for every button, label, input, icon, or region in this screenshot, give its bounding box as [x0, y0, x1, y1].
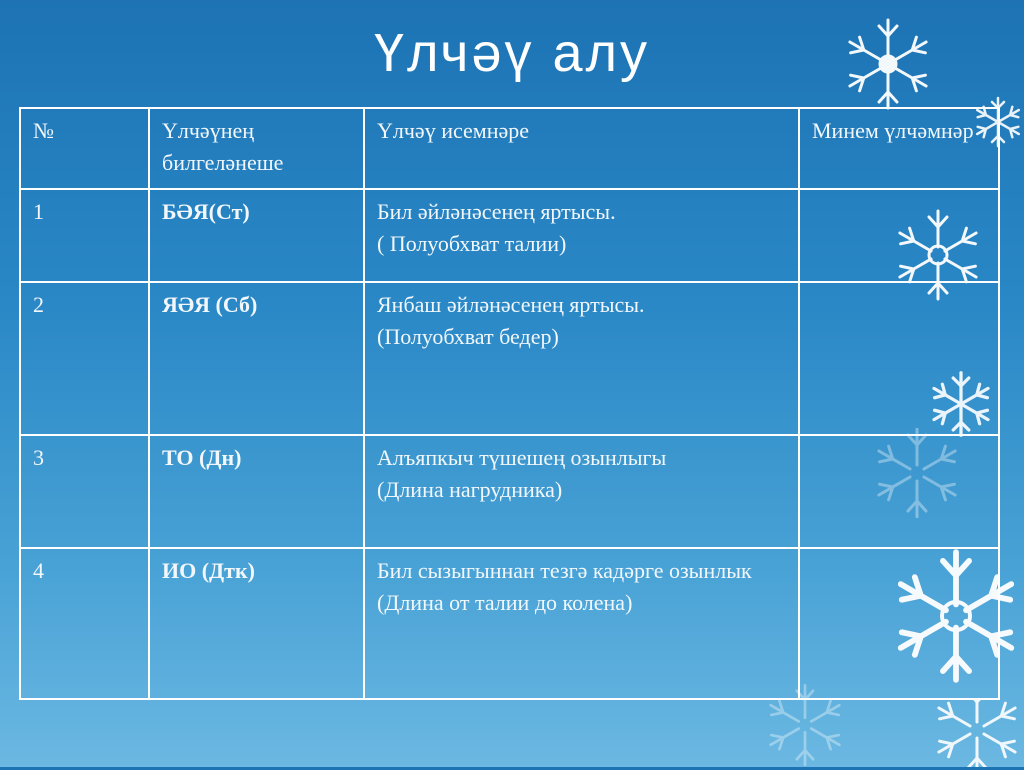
row-number: 4 — [20, 548, 149, 699]
row-number: 2 — [20, 282, 149, 435]
row-code: ТО (Дн) — [149, 435, 364, 548]
measurements-table — [19, 107, 1000, 700]
row-name-tatar: Бил әйләнәсенең яртысы. — [377, 199, 616, 224]
header-name: Үлчәү исемнәре — [364, 108, 799, 189]
row-my-measure[interactable] — [799, 435, 999, 548]
header-number: № — [20, 108, 149, 189]
row-code: ЯӘЯ (Сб) — [149, 282, 364, 435]
row-name-tatar: Алъяпкыч түшешең озынлыгы — [377, 445, 667, 470]
table-row — [20, 435, 999, 548]
row-code: БӘЯ(Ст) — [149, 189, 364, 282]
row-name — [364, 435, 799, 548]
snowflake-icon — [930, 700, 1024, 767]
header-code: Үлчәүнең билгеләнеше — [149, 108, 364, 189]
row-name — [364, 189, 799, 282]
row-my-measure[interactable] — [799, 548, 999, 699]
row-name — [364, 282, 799, 435]
row-number: 1 — [20, 189, 149, 282]
row-number: 3 — [20, 435, 149, 548]
row-name-russian: (Полуобхват бедер) — [377, 323, 559, 349]
slide-title: Үлчәү алу — [373, 23, 651, 83]
row-name-russian: (Длина нагрудника) — [377, 476, 563, 502]
row-my-measure[interactable] — [799, 282, 999, 435]
table-header-row — [20, 108, 999, 189]
row-name-tatar: Бил сызыгыннан тезгә кадәрге озынлык (Длина от талии до колена) — [377, 558, 752, 615]
table-row — [20, 548, 999, 699]
row-name — [364, 548, 799, 699]
table-row — [20, 189, 999, 282]
row-my-measure[interactable] — [799, 189, 999, 282]
row-name-russian: ( Полуобхват талии) — [377, 230, 567, 256]
row-code: ИО (Дтк) — [149, 548, 364, 699]
header-mine: Минем үлчәмнәр — [799, 108, 999, 189]
table-row — [20, 282, 999, 435]
row-name-tatar: Янбаш әйләнәсенең яртысы. — [377, 292, 645, 317]
